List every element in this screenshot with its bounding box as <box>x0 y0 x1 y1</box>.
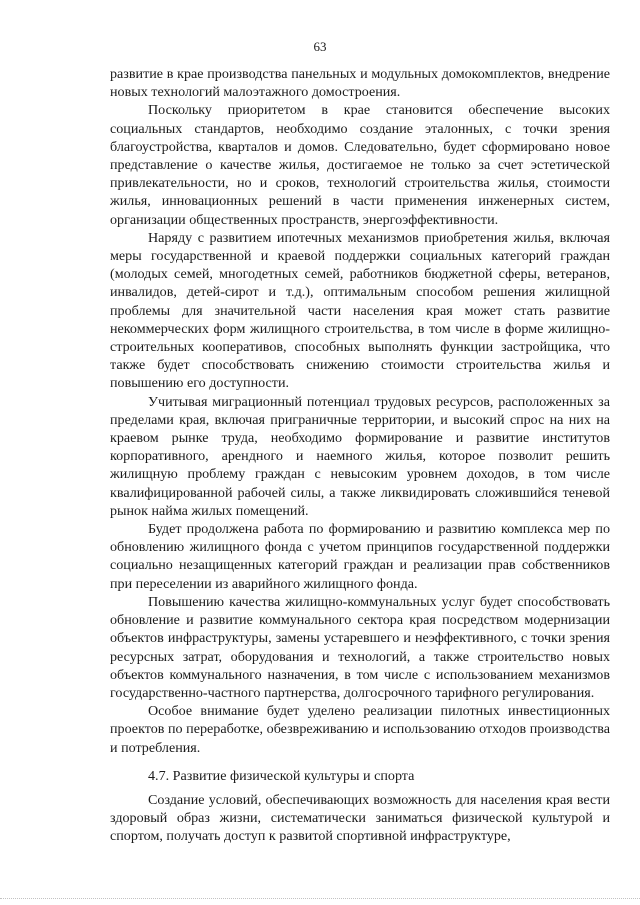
paragraph-waste-projects: Особое внимание будет уделено реализации пилотных инвестиционных проектов по переработке, обезвреживанию и использованию отходов производства и потребления. <box>110 703 610 756</box>
document-body <box>110 65 610 846</box>
paragraph-utilities-quality: Повышению качества жилищно-коммунальных услуг будет способствовать обновление и развитие коммунального сектора края посредством модернизации объектов инфраструктуры, замены устаревшего и неэффективного, с точки зрения ресурсных затрат, оборудования и технологий, а также строительство новых объектов коммунального назначения, в том числе с использованием механизмов государственно-частного партнерства, долгосрочного тарифного регулирования. <box>110 593 610 701</box>
paragraph-social-standards: Поскольку приоритетом в крае становится обеспечение высоких социальных стандартов, необходимо создание эталонных, с точки зрения благоустройства, кварталов и домов. Следовательно, будет сформировано новое представление о качестве жилья, достигаемое не только за счет эстетической привлекательности, но и сроков, технологий строительства жилья, стоимости жилья, инновационных решений в части применения инженерных систем, организации общественных пространств, энергоэффективности. <box>110 102 610 228</box>
scan-edge-noise <box>0 898 640 900</box>
page-number: 63 <box>313 39 327 54</box>
paragraph-continued: развитие в крае производства панельных и модульных домокомплектов, внедрение новых технологий малоэтажного домостроения. <box>110 66 610 101</box>
paragraph-mortgage-mechanisms: Наряду с развитием ипотечных механизмов приобретения жилья, включая меры государственной и краевой поддержки социальных категорий граждан (молодых семей, многодетных семей, работников бюджетной сферы, ветеранов, инвалидов, детей-сирот и т.д.), оптимальным способом решения жилищной проблемы для значительной части населения края может стать развитие некоммерческих форм жилищного строительства, в том числе в форме жилищно-строительных кооперативов, способных выполнять функции застройщика, что также будет способствовать снижению стоимости строительства жилья и повышению его доступности. <box>110 229 610 392</box>
section-heading: 4.7. Развитие физической культуры и спорта <box>148 767 415 784</box>
paragraph-migration-potential: Учитывая миграционный потенциал трудовых ресурсов, расположенных за пределами края, включая приграничные территории, и высокий спрос на них на краевом рынке труда, необходимо формирование и развитие институтов корпоративного, арендного и наемного жилья, которое позволит решить жилищную проблему граждан с невысоким уровнем доходов, в том числе квалифицированной рабочей силы, а также ликвидировать сложившийся теневой рынок найма жилых помещений. <box>110 393 610 519</box>
paragraph-housing-renewal: Будет продолжена работа по формированию и развитию комплекса мер по обновлению жилищного фонда с учетом принципов государственной поддержки социально незащищенных категорий граждан и реализации прав собственников при переселении из аварийного жилищного фонда. <box>110 521 610 592</box>
paragraph-sport-conditions: Создание условий, обеспечивающих возможность для населения края вести здоровый образ жизни, систематически заниматься физической культурой и спортом, получать доступ к развитой спортивной инфраструктуре, <box>110 791 610 845</box>
